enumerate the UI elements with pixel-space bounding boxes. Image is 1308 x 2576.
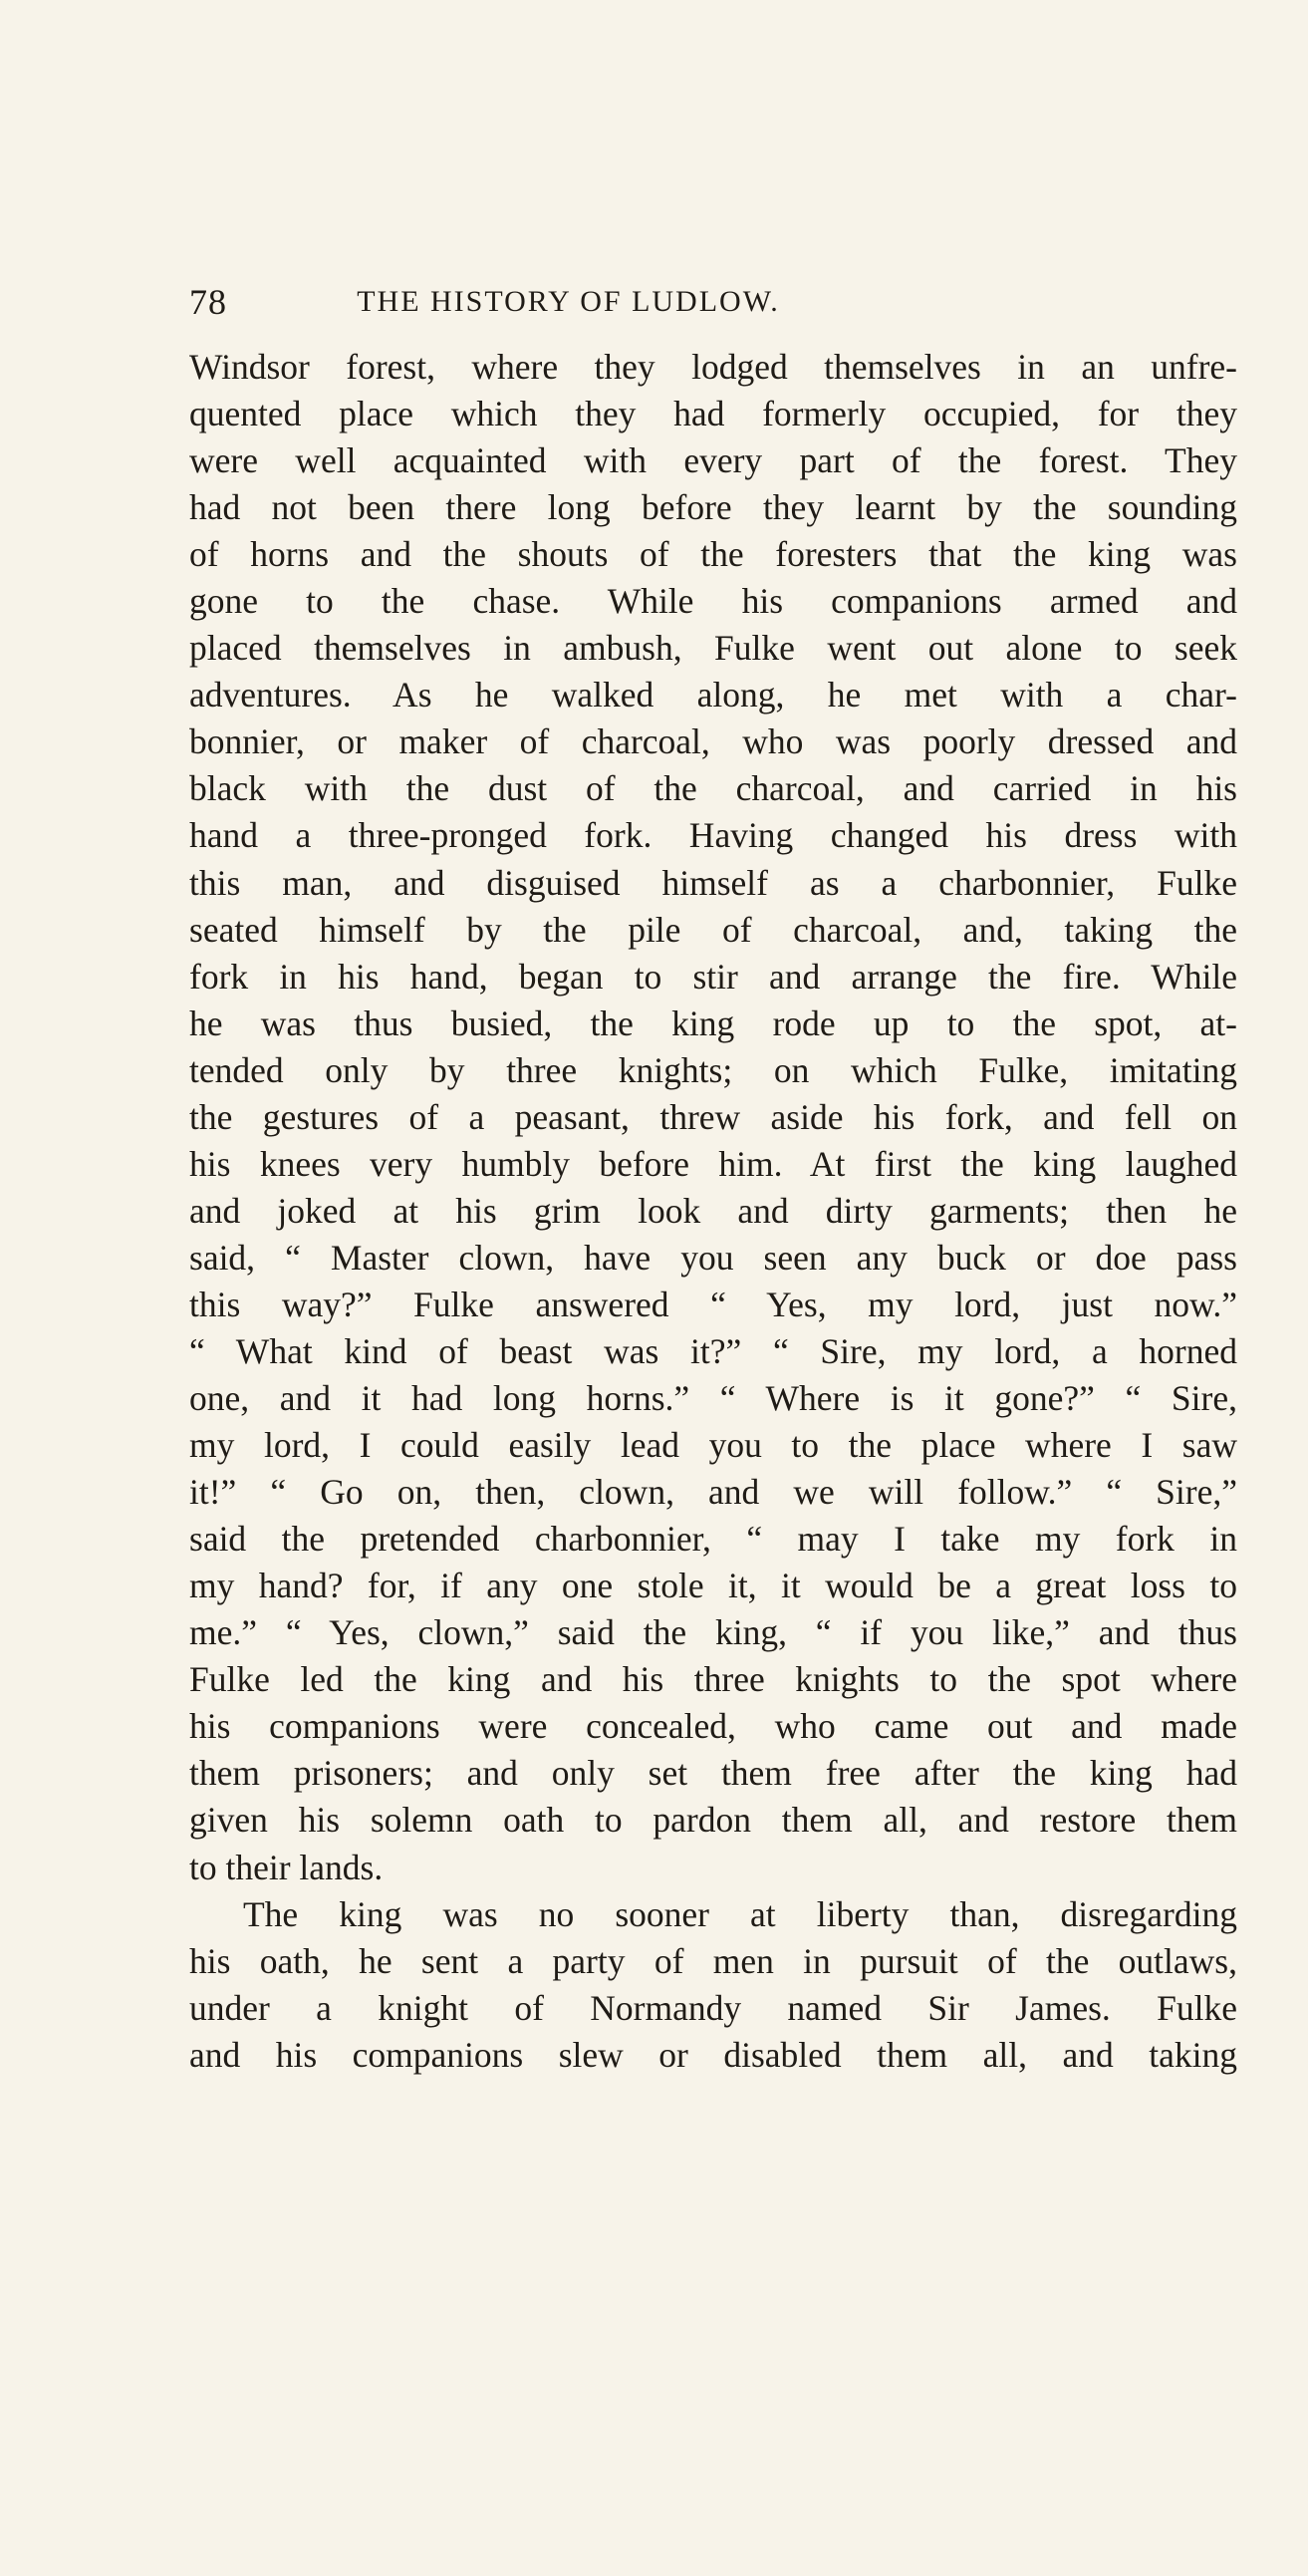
text-line: and his companions slew or disabled them all, and taking: [189, 2034, 1237, 2075]
text-line: his knees very humbly before him. At first the king laughed: [189, 1143, 1237, 1184]
text-line: seated himself by the pile of charcoal, and, taking the: [189, 909, 1237, 950]
text-line: gone to the chase. While his companions armed and: [189, 581, 1237, 622]
text-line: placed themselves in ambush, Fulke went out alone to seek: [189, 628, 1237, 669]
text-line: his companions were concealed, who came out and made: [189, 1706, 1237, 1747]
text-line: tended only by three knights; on which Fulke, imitating: [189, 1049, 1237, 1090]
page-number: 78: [189, 282, 227, 322]
text-line: me.” “ Yes, clown,” said the king, “ if you like,” and thus: [189, 1612, 1237, 1653]
text-line: of horns and the shouts of the foresters that the king was: [189, 534, 1237, 575]
text-line: Windsor forest, where they lodged themselves in an unfre-: [189, 347, 1237, 387]
text-line: my hand? for, if any one stole it, it would be a great loss to: [189, 1566, 1237, 1606]
text-line: quented place which they had formerly occupied, for they: [189, 394, 1237, 434]
text-line: my lord, I could easily lead you to the place where I saw: [189, 1425, 1237, 1466]
text-line: hand a three-pronged fork. Having changed his dress with: [189, 815, 1237, 856]
text-line: bonnier, or maker of charcoal, who was poorly dressed and: [189, 721, 1237, 762]
text-line: under a knight of Normandy named Sir James. Fulke: [189, 1987, 1237, 2028]
text-line: this way?” Fulke answered “ Yes, my lord, just now.”: [189, 1284, 1237, 1324]
running-head: THE HISTORY OF LUDLOW.: [357, 285, 780, 318]
text-line: he was thus busied, the king rode up to the spot, at-: [189, 1002, 1237, 1043]
text-line: given his solemn oath to pardon them all, and restore them: [189, 1800, 1237, 1841]
body-text: [189, 344, 1237, 2079]
text-line: them prisoners; and only set them free after the king had: [189, 1753, 1237, 1794]
page-header: [189, 281, 947, 321]
text-line: and joked at his grim look and dirty garments; then he: [189, 1190, 1237, 1231]
paragraph-end-line: to their lands.: [189, 1847, 384, 1887]
text-line: were well acquainted with every part of the forest. They: [189, 440, 1237, 481]
text-line: said the pretended charbonnier, “ may I take my fork in: [189, 1519, 1237, 1560]
text-line: fork in his hand, began to stir and arrange the fire. While: [189, 956, 1237, 997]
text-line: black with the dust of the charcoal, and carried in his: [189, 768, 1237, 809]
text-line: “ What kind of beast was it?” “ Sire, my lord, a horned: [189, 1330, 1237, 1371]
text-line: it!” “ Go on, then, clown, and we will follow.” “ Sire,”: [189, 1472, 1237, 1513]
text-line: one, and it had long horns.” “ Where is it gone?” “ Sire,: [189, 1378, 1237, 1419]
text-line: adventures. As he walked along, he met with a char-: [189, 675, 1237, 716]
text-line: the gestures of a peasant, threw aside his fork, and fell on: [189, 1096, 1237, 1137]
text-line: this man, and disguised himself as a charbonnier, Fulke: [189, 862, 1237, 903]
paragraph-start-line: The king was no sooner at liberty than, disregarding: [243, 1893, 1237, 1934]
text-line: his oath, he sent a party of men in pursuit of the outlaws,: [189, 1940, 1237, 1981]
text-line: said, “ Master clown, have you seen any buck or doe pass: [189, 1237, 1237, 1278]
text-line: Fulke led the king and his three knights to the spot where: [189, 1659, 1237, 1700]
text-line: had not been there long before they learnt by the sounding: [189, 487, 1237, 528]
